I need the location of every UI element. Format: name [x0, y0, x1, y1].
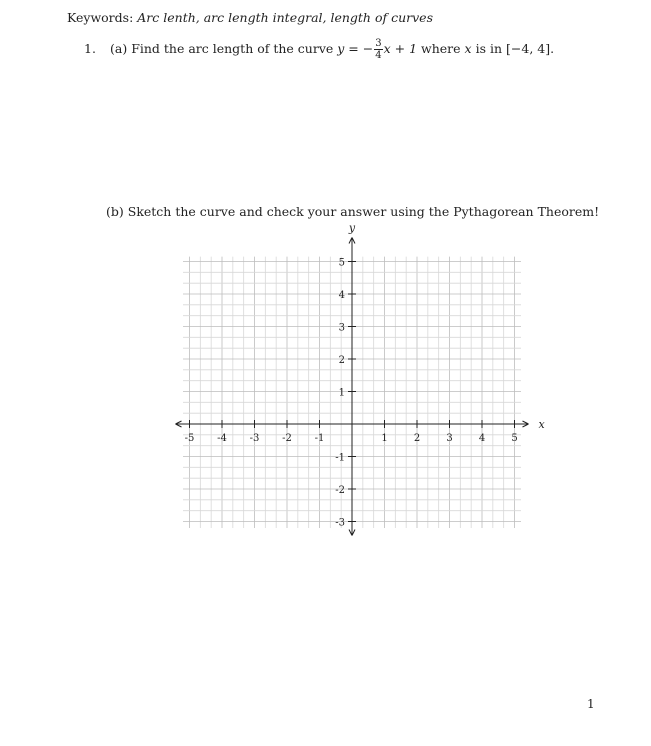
y-tick-label: -3: [335, 517, 345, 529]
coordinate-grid: [170, 221, 550, 539]
variable-x: x: [464, 41, 472, 56]
keywords-list: Arc lenth, arc length integral, length of curves: [137, 10, 433, 25]
x-tick-label: -1: [314, 433, 325, 444]
interval: [−4, 4].: [506, 41, 555, 56]
part-b-label: (b): [106, 204, 124, 219]
x-tick-label: -3: [249, 433, 260, 444]
problem-number: 1.: [84, 41, 96, 56]
keywords-label: Keywords:: [67, 10, 134, 25]
problem-1-part-b: [106, 204, 599, 219]
equation-lhs: y = −: [337, 41, 374, 56]
fraction-numerator: 3: [375, 38, 382, 49]
x-tick-label: 2: [413, 433, 421, 444]
x-tick-label: -4: [217, 433, 227, 444]
y-axis-label: y: [348, 221, 356, 235]
keywords-line: [67, 10, 433, 25]
fraction-denominator: 4: [375, 50, 382, 61]
y-tick-label: -2: [335, 485, 345, 496]
equation-rhs: x + 1: [383, 41, 418, 56]
y-tick-label: 1: [338, 387, 345, 399]
part-b-text: Sketch the curve and check your answer using the Pythagorean Theorem!: [127, 204, 600, 219]
x-tick-label: 3: [446, 433, 453, 444]
page-number: 1: [587, 697, 595, 711]
x-tick-label: -5: [184, 433, 195, 444]
text-where: where: [421, 41, 461, 56]
text-is-in: is in: [475, 41, 503, 56]
equation-fraction: [374, 38, 382, 61]
x-tick-label: 4: [478, 433, 486, 444]
part-a-text: Find the arc length of the curve: [131, 41, 334, 56]
y-tick-label: -1: [335, 452, 345, 464]
x-tick-label: 1: [381, 433, 388, 444]
x-tick-label: -2: [282, 433, 292, 444]
y-tick-label: 3: [338, 322, 345, 334]
x-axis-label: x: [538, 418, 545, 431]
part-a-label: (a): [109, 41, 128, 56]
y-tick-label: 5: [338, 257, 345, 269]
problem-1-part-a: [84, 38, 554, 61]
y-tick-label: 4: [338, 290, 345, 301]
y-tick-label: 2: [338, 355, 345, 366]
x-tick-label: 5: [511, 433, 518, 444]
